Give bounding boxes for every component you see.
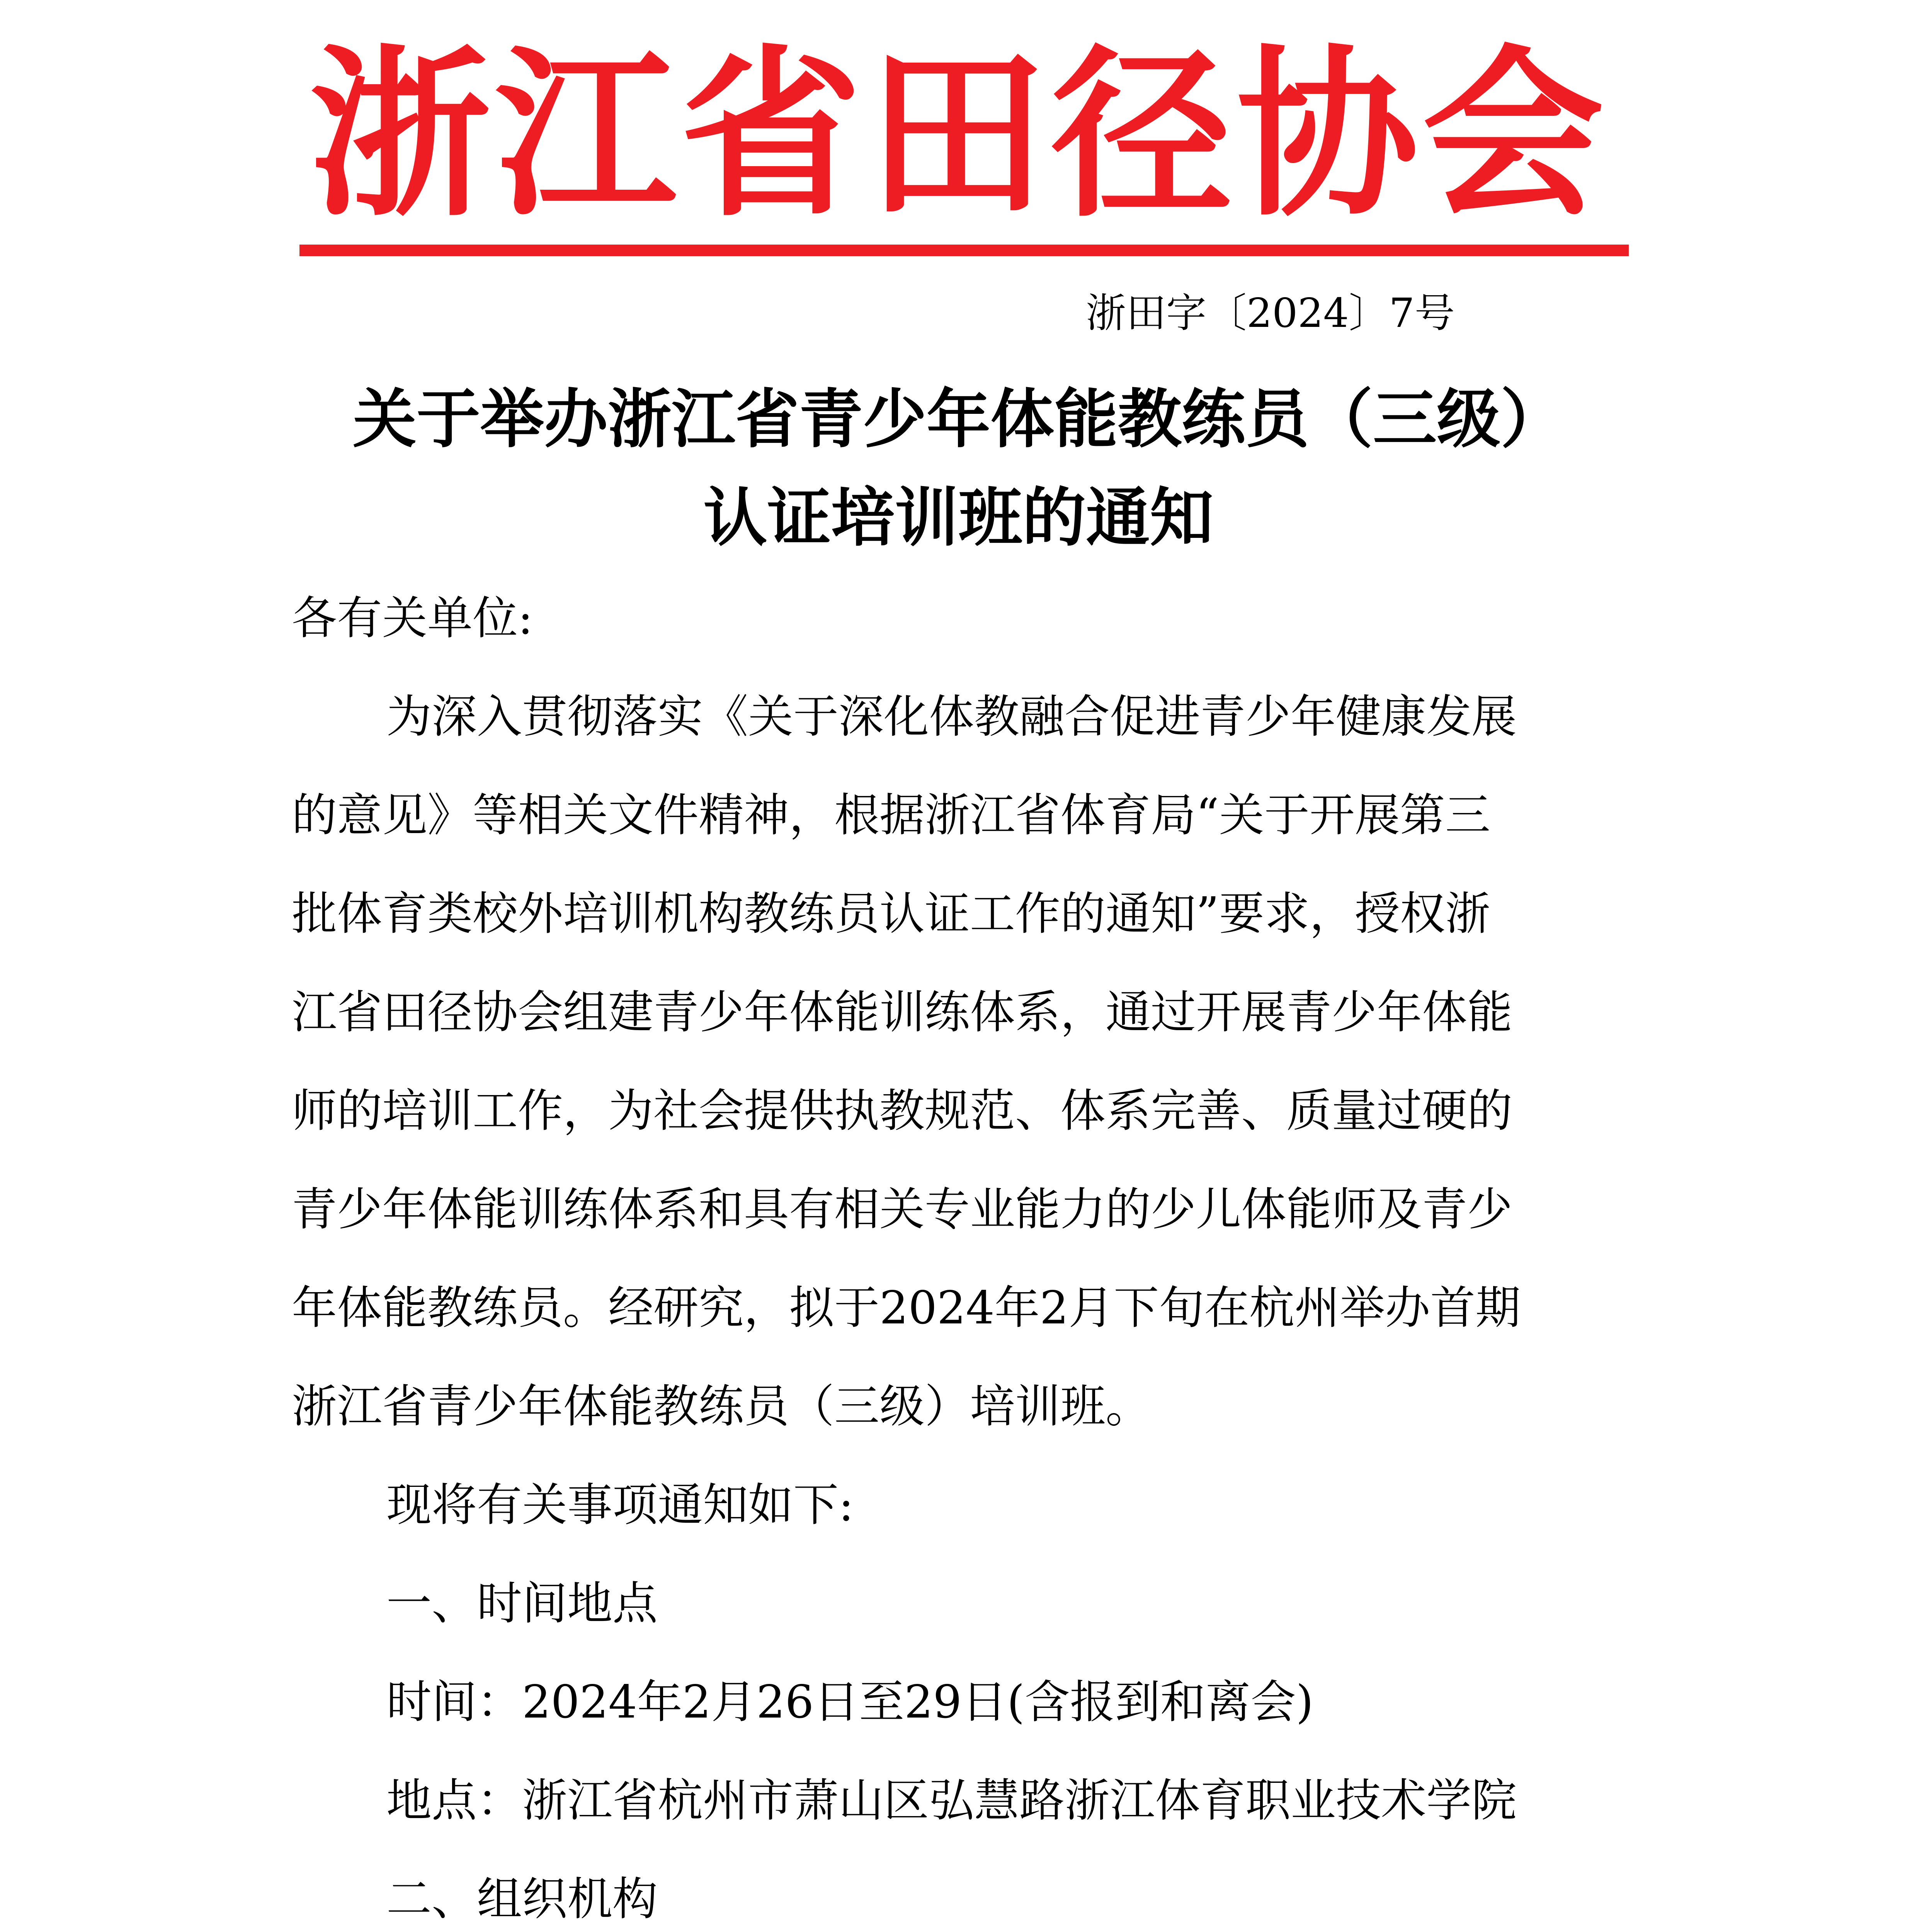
intro-line: 浙江省青少年体能教练员（三级）培训班。 — [292, 1380, 1151, 1433]
notice-intro: 现将有关事项通知如下: — [386, 1478, 854, 1531]
org-letterhead: 浙江省田径协会 — [309, 29, 1608, 241]
time-line: 时间：2024年2月26日至29日(含报到和离会) — [386, 1675, 1314, 1728]
intro-line: 的意见》等相关文件精神，根据浙江省体育局“关于开展第三 — [292, 789, 1490, 842]
intro-line: 年体能教练员。经研究，拟于2024年2月下旬在杭州举办首期 — [292, 1281, 1521, 1334]
section-heading-time-place: 一、时间地点 — [386, 1577, 658, 1630]
intro-line: 江省田径协会组建青少年体能训练体系，通过开展青少年体能 — [292, 986, 1513, 1039]
section-heading-organization: 二、组织机构 — [386, 1872, 658, 1925]
intro-line: 批体育类校外培训机构教练员认证工作的通知”要求，授权浙 — [292, 887, 1490, 940]
letterhead-rule — [299, 245, 1629, 256]
document-title-line-2: 认证培训班的通知 — [703, 481, 1214, 555]
intro-line: 青少年体能训练体系和具有相关专业能力的少儿体能师及青少 — [292, 1183, 1513, 1236]
intro-line: 师的培训工作，为社会提供执教规范、体系完善、质量过硬的 — [292, 1084, 1513, 1137]
document-title-line-1: 关于举办浙江省青少年体能教练员（三级） — [353, 382, 1564, 456]
salutation: 各有关单位: — [292, 592, 533, 645]
document-number: 浙田字〔2024〕7号 — [1086, 289, 1455, 337]
place-line: 地点：浙江省杭州市萧山区弘慧路浙江体育职业技术学院 — [386, 1774, 1517, 1827]
intro-line: 为深入贯彻落实《关于深化体教融合促进青少年健康发展 — [386, 690, 1517, 743]
